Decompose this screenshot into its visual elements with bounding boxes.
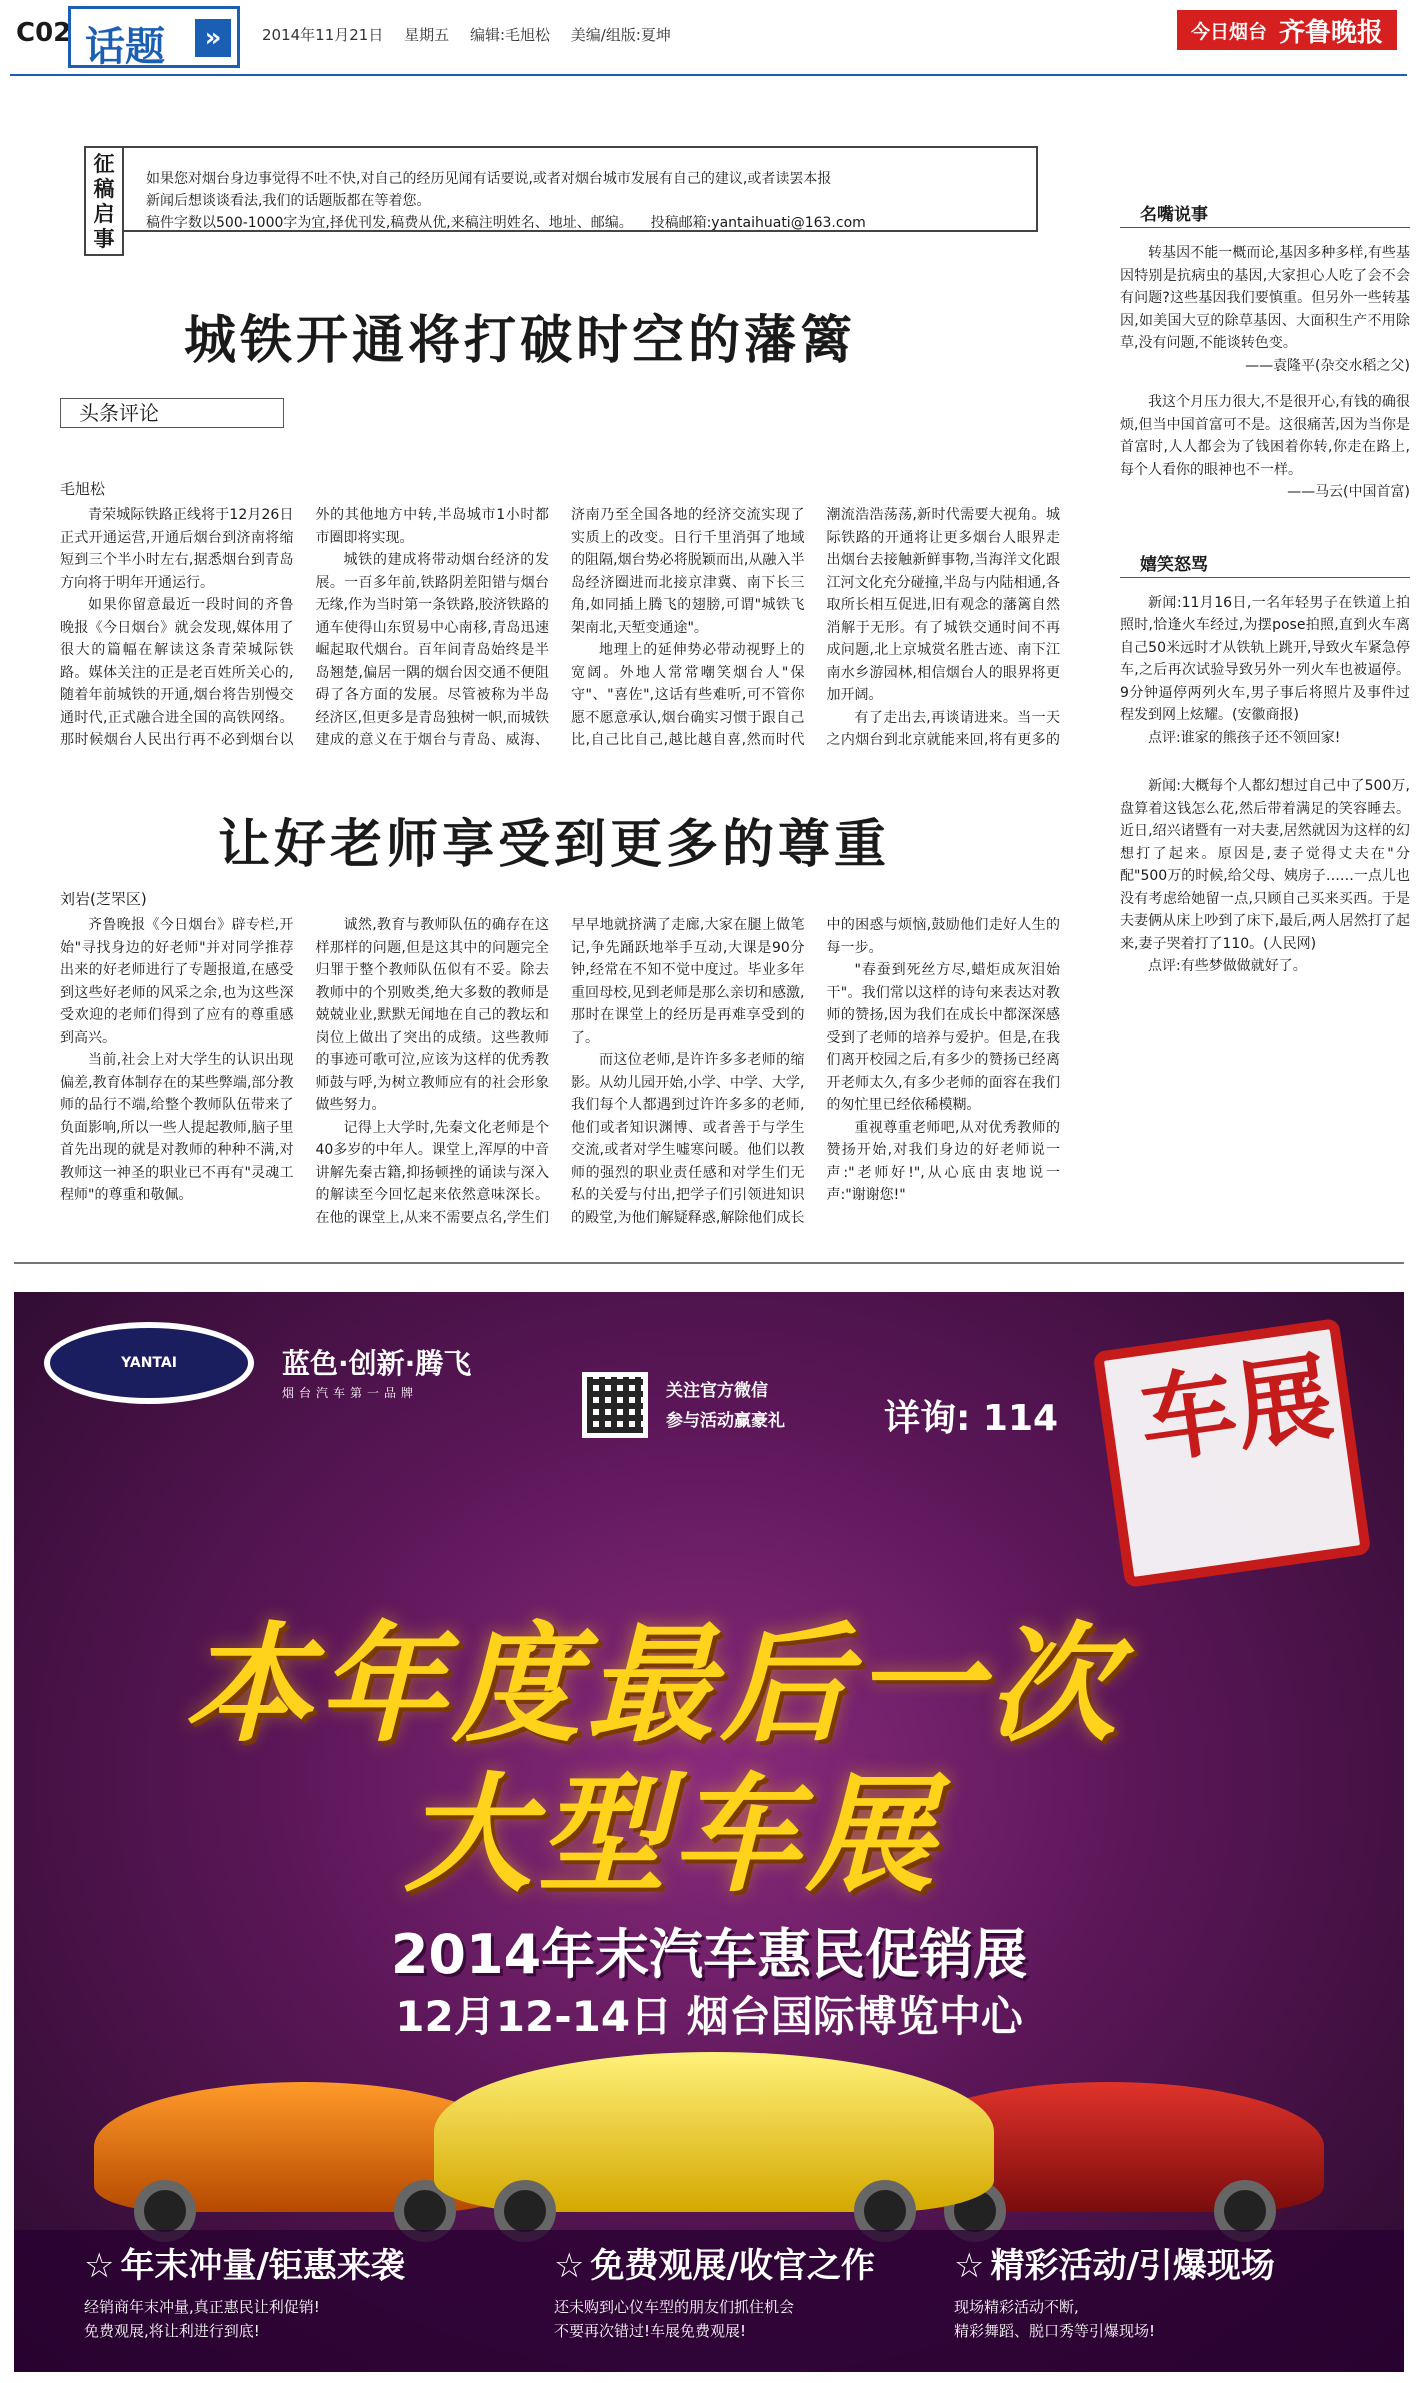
article-paragraph: 而这位老师,是许许多多老师的缩影。从幼儿园开始,小学、中学、大学,我们每个人都遇到过许许多多的老师,他们或者知识渊博、或者善于与学生交流,或者对学生嘘寒问暖。他们以教师的强烈的职业责任感和对学生们无私的关爱与付出,把学子们引领进知识的殿堂,为他们解疑释惑,解除他们成长中的困惑与烦恼,鼓励他们走好人生的每一步。 xyxy=(571,917,1060,1226)
quote-attribution: ——袁隆平(杂交水稻之父) xyxy=(1245,357,1410,374)
article-paragraph: 当前,社会上对大学生的认识出现偏差,教育体制存在的某些弊端,部分教师的品行不端,给整个教师队伍带来了负面影响,所以一些人提起教师,脑子里首先出现的就是对教师的种种不满,对教师这一神圣的职业已不再有"灵魂工程师"的尊重和敬佩。 xyxy=(60,1052,294,1203)
feature-title: 精彩活动/引爆现场 xyxy=(990,2246,1275,2286)
article-paragraph: 如果你留意最近一段时间的齐鲁晚报《今日烟台》就会发现,媒体用了很大的篇幅在解读这条青荣城际铁路。媒体关注的正是老百姓所关心的,随着年前城铁的开通,烟台将告别慢交通时代,正式融合进全国的高铁网络。那时候烟台人民出行再不必到烟台以外的其他地方中转,半岛城市1小时都市圈即将实现。 xyxy=(60,507,549,748)
section-badge xyxy=(68,6,240,68)
quote-text: 我这个月压力很大,不是很开心,有钱的确很烦,但当中国首富可不是。这很痛苦,因为当你是首富时,人人都会为了钱困着你转,你走在路上,每个人看你的眼神也不一样。 xyxy=(1120,394,1410,478)
solicitation-text xyxy=(146,168,1026,234)
ad-dates: 12月12-14日 烟台国际博览中心 xyxy=(395,1992,1023,2041)
paper-logo: 齐鲁晚报 xyxy=(1278,17,1383,48)
wechat-line: 参与活动赢豪礼 xyxy=(666,1411,785,1431)
article2-headline: 让好老师享受到更多的尊重 xyxy=(218,814,891,875)
star-icon: ☆ xyxy=(954,2246,985,2286)
star-icon: ☆ xyxy=(554,2246,585,2286)
ad-features xyxy=(14,2230,1404,2372)
star-icon: ☆ xyxy=(84,2246,115,2286)
article-paragraph: 有了走出去,再谈请进来。当一天之内烟台到北京就能来回,将有更多的 xyxy=(826,709,1060,748)
feature-desc: 不要再次错过!车展免费观展! xyxy=(554,2322,747,2340)
article1-body xyxy=(60,504,1060,768)
page-header xyxy=(0,0,1417,80)
article2-author: 刘岩(芝罘区) xyxy=(60,890,147,908)
jokes-title: 嬉笑怒骂 xyxy=(1120,550,1410,578)
article1-column-tag: 头条评论 xyxy=(60,398,284,428)
page-number: C02 xyxy=(16,18,72,48)
feature-title: 年末冲量/钜惠来袭 xyxy=(120,2246,405,2286)
article2-body xyxy=(60,914,1060,1250)
article2-columns xyxy=(60,914,1060,1250)
quote-text: 转基因不能一概而论,基因多种多样,有些基因特别是抗病虫的基因,大家担心人吃了会不会有问题?这些基因我们要慎重。但另外一些转基因,如美国大豆的除草基因、大面积生产不用除草,没有问题,不能谈转色变。 xyxy=(1120,245,1410,351)
ad-slogan: 蓝色·创新·腾飞 xyxy=(282,1347,472,1380)
solicitation-label: 征稿启事 xyxy=(84,146,124,256)
double-chevron-right-icon: » xyxy=(195,19,231,57)
feature-desc: 免费观展,将让利进行到底! xyxy=(84,2322,260,2340)
stamp-text: 车展 xyxy=(1132,1339,1339,1478)
feature-desc: 还未购到心仪车型的朋友们抓住机会 xyxy=(554,2298,795,2316)
ad-headline-2: 大型车展 xyxy=(404,1761,941,1910)
solicitation-line: 如果您对烟台身边事觉得不吐不快,对自己的经历见闻有话要说,或者对烟台城市发展有自己的建议,或者读罢本报 xyxy=(146,171,832,187)
article1-columns xyxy=(60,504,1060,768)
article-paragraph: "春蚕到死丝方尽,蜡炬成灰泪始干"。我们常以这样的诗句来表达对教师的赞扬,因为我们在成长中都深深感受到了老师的培养与爱护。但是,在我们离开校园之后,有多少的赞扬已经离开老师太久,有多少老师的面容在我们的匆忙里已经依稀模糊。 xyxy=(826,962,1060,1113)
contact-email: 投稿邮箱:yantaihuati@163.com xyxy=(650,215,866,231)
ad-slogan-sub: 烟台汽车第一品牌 xyxy=(282,1386,419,1400)
feature-desc: 经销商年末冲量,真正惠民让利促销! xyxy=(84,2298,320,2316)
news-comment: 点评:谁家的熊孩子还不领回家! xyxy=(1148,729,1341,746)
ad-feature xyxy=(554,2238,994,2343)
section-divider xyxy=(14,1262,1404,1264)
news-item: 新闻:大概每个人都幻想过自己中了500万,盘算着这钱怎么花,然后带着满足的笑容睡去。近日,绍兴诸暨有一对夫妻,居然就因为这样的幻想打了起来。原因是,妻子觉得丈夫在"分配"500万的时候,给父母、姨房子……一点儿也没有考虑给她留一点,只顾自己买来买西。于是夫妻俩从床上吵到了床下,最后,两人居然打了起来,妻子哭着打了110。(人民网) xyxy=(1120,778,1410,952)
header-divider xyxy=(10,74,1407,76)
article-paragraph: 城铁的建成将带动烟台经济的发展。一百多年前,铁路阴差阳错与烟台无缘,作为当时第一条铁路,胶济铁路的通车使得山东贸易中心南移,青岛迅速崛起取代烟台。百年间青岛始终是半岛翘楚,偏居一隅的烟台因交通不便阻碍了各方面的发展。尽管被称为半岛经济区,但更多是青岛独树一帜,而城铁建成的意义在于烟台与青岛、威海、济南乃至全国各地的经济交流实现了实质上的改变。日行千里消弭了地域的阻隔,烟台势必将脱颖而出,从融入半岛经济圈进而北接京津冀、南下长三角,如同插上腾飞的翅膀,可谓"城铁飞架南北,天堑变通途"。 xyxy=(315,507,805,748)
article-paragraph: 青荣城际铁路正线将于12月26日正式开通运营,开通后烟台到济南将缩短到三个半小时左右,据悉烟台到青岛方向将于明年开通运行。 xyxy=(60,507,294,591)
article-paragraph: 地理上的延伸势必带动视野上的宽阔。外地人常常嘲笑烟台人"保守"、"喜佐",这话有些难听,可不管你愿不愿意承认,烟台确实习惯于跟自己比,自己比自己,越比越自喜,然而时代潮流浩浩荡荡,新时代需要大视角。城际铁路的开通将让更多烟台人眼界走出烟台去接触新鲜事物,当海洋文化跟江河文化充分碰撞,半岛与内陆相通,各取所长相互促进,旧有观念的藩篱自然消解于无形。有了城铁交通时间不再成问题,北上京城赏名胜古迹、南下江南水乡游园林,相信烟台人的眼界将更加开阔。 xyxy=(571,507,1060,748)
quote-attribution: ——马云(中国首富) xyxy=(1287,484,1410,500)
ad-feature xyxy=(954,2238,1394,2343)
sidebar xyxy=(1120,200,1410,978)
news-comment: 点评:有些梦做做就好了。 xyxy=(1148,958,1307,974)
column-name: 今日烟台 xyxy=(1190,20,1267,43)
news-item: 新闻:11月16日,一名年轻男子在铁道上拍照时,恰逢火车经过,为摆pose拍照,直到火车离自己50米远时才从铁轨上跳开,导致火车紧急停车,之后再次试验导致另外一列火车也被逼停。9分钟逼停两列火车,男子事后将照片及事件过程发到网上炫耀。(安徽商报) xyxy=(1120,594,1410,723)
feature-desc: 精彩舞蹈、脱口秀等引爆现场! xyxy=(954,2322,1156,2340)
editor-credit: 编辑:毛旭松 xyxy=(469,26,550,44)
masthead-tag xyxy=(1177,10,1397,50)
brand-logo: YANTAI xyxy=(44,1322,254,1404)
feature-title: 免费观展/收官之作 xyxy=(590,2246,875,2286)
ad-feature xyxy=(84,2238,524,2343)
ad-promo: 2014年末汽车惠民促销展 xyxy=(390,1923,1028,1986)
article1-headline: 城铁开通将打破时空的藩篱 xyxy=(184,310,857,371)
wechat-prompt xyxy=(666,1376,785,1436)
solicitation-line: 稿件字数以500-1000字为宜,择优刊发,稿费从优,来稿注明姓名、地址、邮编。 投稿邮箱:yantaihuati@163.com xyxy=(146,215,866,231)
issue-weekday: 星期五 xyxy=(404,26,450,44)
designer-credit: 美编/组版:夏坤 xyxy=(570,26,671,44)
article-paragraph: 记得上大学时,先秦文化老师是个40多岁的中年人。课堂上,浑厚的中音讲解先秦古籍,抑扬顿挫的诵读与深入的解读至今回忆起来依然意味深长。在他的课堂上,从来不需要点名,学生们早早地就挤满了走廊,大家在腿上做笔记,争先踊跃地举手互动,大课是90分钟,经常在不知不觉中度过。毕业多年重回母校,见到老师是那么亲切和感激,那时在课堂上的经历是再难享受到的了。 xyxy=(315,917,805,1226)
article1-author: 毛旭松 xyxy=(60,480,106,498)
issue-meta xyxy=(262,24,687,45)
section-title: 话题 xyxy=(85,23,165,70)
feature-desc: 现场精彩活动不断, xyxy=(954,2298,1079,2316)
qr-code-icon xyxy=(582,1372,648,1438)
wechat-line: 关注官方微信 xyxy=(666,1381,768,1401)
car-show-advertisement xyxy=(14,1292,1404,2372)
ad-headline-1: 本年度最后一次 xyxy=(184,1611,1123,1760)
solicitation-line: 新闻后想谈谈看法,我们的话题版都在等着您。 xyxy=(146,193,431,209)
article-paragraph: 重视尊重老师吧,从对优秀教师的赞扬开始,对我们身边的好老师说一声:"老师好!",从心底由衷地说一声:"谢谢您!" xyxy=(826,1119,1060,1203)
quotes-title: 名嘴说事 xyxy=(1120,200,1410,228)
article-paragraph: 诚然,教育与教师队伍的确存在这样那样的问题,但是这其中的问题完全归罪于整个教师队伍似有不妥。除去教师中的个别败类,绝大多数的教师是兢兢业业,默默无闻地在自己的教坛和岗位上做出了突出的成绩。这些教师的事迹可歌可泣,应该为这样的优秀教师鼓与呼,为树立教师应有的社会形象做些努力。 xyxy=(315,917,549,1113)
ad-phone: 详询: 114 xyxy=(884,1398,1059,1439)
stamp-seal xyxy=(1093,1318,1372,1588)
yellow-car-image xyxy=(434,2012,994,2242)
article-paragraph: 齐鲁晚报《今日烟台》辟专栏,开始"寻找身边的好老师"并对同学推荐出来的好老师进行了专题报道,在感受到这些好老师的风采之余,也为这些深受欢迎的老师们得到了应有的尊重感到高兴。 xyxy=(60,917,294,1046)
issue-date: 2014年11月21日 xyxy=(262,26,384,44)
